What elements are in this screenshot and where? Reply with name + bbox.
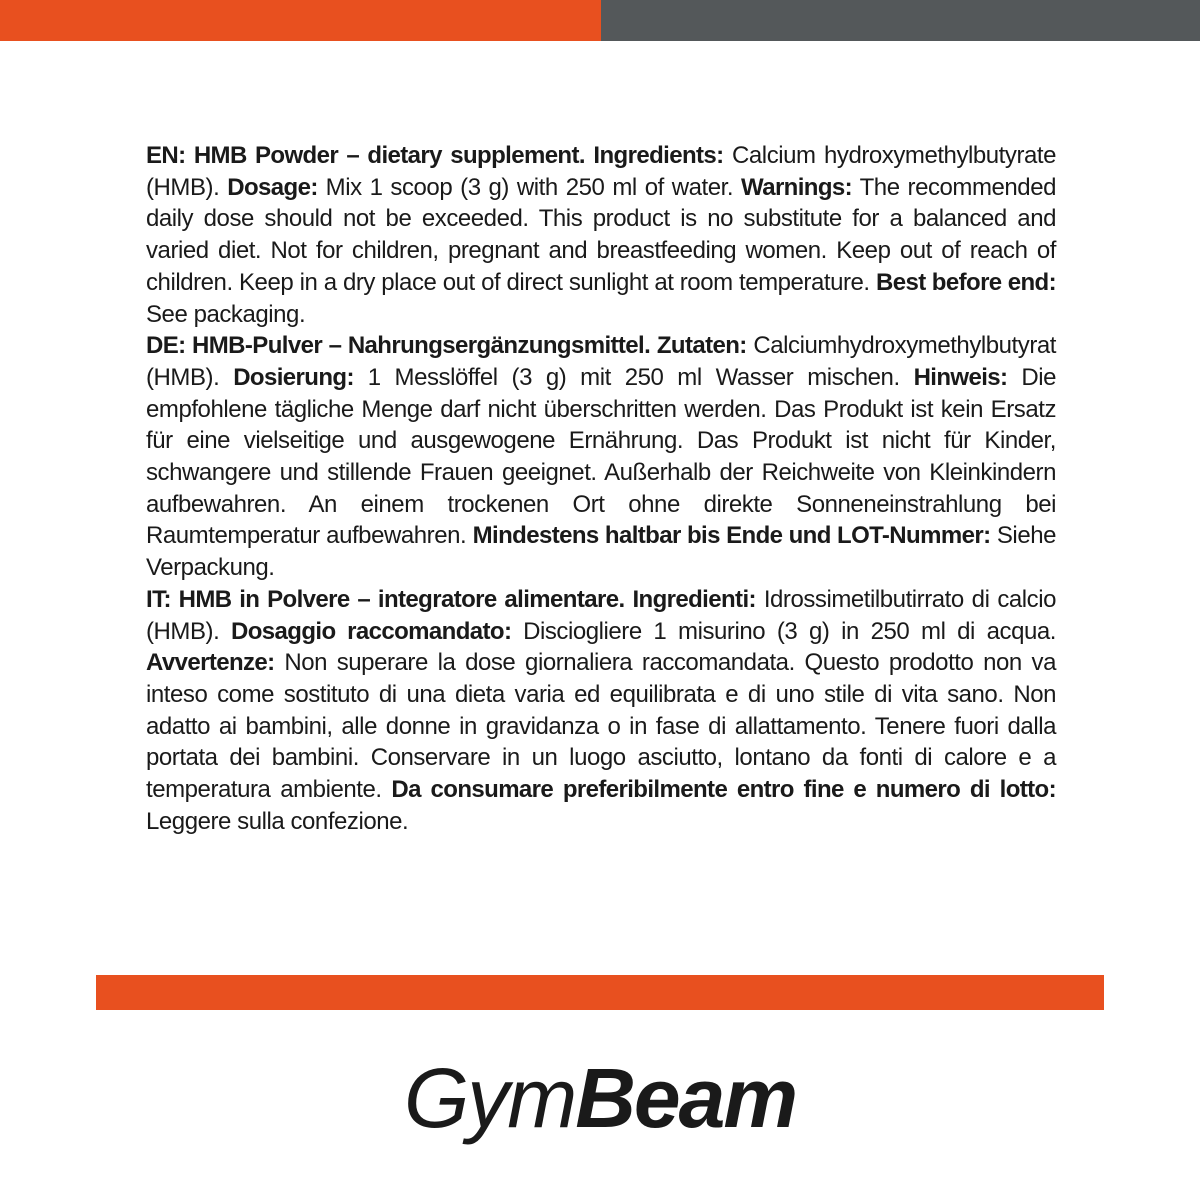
top-bar-gray-segment [601,0,1200,41]
it-best-before-label: Da consumare preferibilmente entro fine e numero di lotto: [391,776,1056,804]
top-color-bar [0,0,1200,41]
en-ingredients: Calcium hydroxymethylbutyrate (HMB). [146,142,1057,201]
de-title: DE: HMB-Pulver – Nahrungsergänzungsmittel. [146,332,651,360]
en-title: EN: HMB Powder – dietary supplement. [146,142,585,169]
brand-logo-light: Gym [403,1051,576,1145]
product-label-text [146,140,1056,837]
en-best-before-label: Best before end: [876,268,1057,296]
it-ingredients-label: Ingredienti: [632,585,756,613]
de-best-before: Siehe Verpackung. [146,522,1057,582]
it-warnings-label: Avvertenze: [146,649,275,677]
it-ingredients: Idrossimetilbutirrato di calcio (HMB). [146,585,1057,645]
brand-logo [0,1048,1200,1148]
de-warnings-label: Hinweis: [913,363,1008,391]
it-dosage-label: Dosaggio raccomandato: [231,617,512,645]
de-warnings: Die empfohlene tägliche Menge darf nicht überschritten werden. Das Produkt ist kein Ersatz für eine vielseitige und ausgewogene Ernährung. Das Produkt ist nicht für Kinder, schwangere und stillende Frauen geeignet. Außerhalb der Reichweite von Kleinkindern aufbewahren. An einem trockenen Ort ohne direkte Sonneneinstrahlung bei Raumtemperatur aufbewahren. [146,363,1057,550]
top-bar-orange-segment [0,0,601,41]
en-dosage-label: Dosage: [227,173,318,201]
section-de [146,330,1056,584]
it-title: IT: HMB in Polvere – integratore alimentare. [146,585,625,613]
en-best-before: See packaging. [146,300,306,328]
de-ingredients-label: Zutaten: [656,332,747,360]
de-ingredients: Calciumhydroxymethylbutyrat (HMB). [146,332,1056,391]
bottom-orange-bar [96,975,1104,1010]
brand-logo-bold: Beam [575,1051,797,1145]
de-dosage-label: Dosierung: [233,363,354,391]
en-ingredients-label: Ingredients: [593,142,724,169]
en-warnings: The recommended daily dose should not be exceeded. This product is no substitute for a balanced and varied diet. Not for children, pregnant and breastfeeding women. Keep out of reach of children. Keep in a dry place out of direct sunlight at room temperature. [146,173,1056,296]
it-best-before: Leggere sulla confezione. [146,807,409,835]
section-en [146,140,1056,330]
en-warnings-label: Warnings: [741,173,853,201]
it-dosage: Disciogliere 1 misurino (3 g) in 250 ml di acqua. [523,617,1057,645]
section-it [146,584,1056,838]
en-dosage: Mix 1 scoop (3 g) with 250 ml of water. [325,173,734,201]
de-dosage: 1 Messlöffel (3 g) mit 250 ml Wasser mischen. [367,363,900,391]
de-best-before-label: Mindestens haltbar bis Ende und LOT-Nummer: [472,522,991,550]
it-warnings: Non superare la dose giornaliera raccomandata. Questo prodotto non va inteso come sostituto di una dieta varia ed equilibrata e di uno stile di vita sano. Non adatto ai bambini, alle donne in gravidanza o in fase di allattamento. Tenere fuori dalla portata dei bambini. Conservare in un luogo asciutto, lontano da fonti di calore e a temperatura ambiente. [146,649,1057,804]
